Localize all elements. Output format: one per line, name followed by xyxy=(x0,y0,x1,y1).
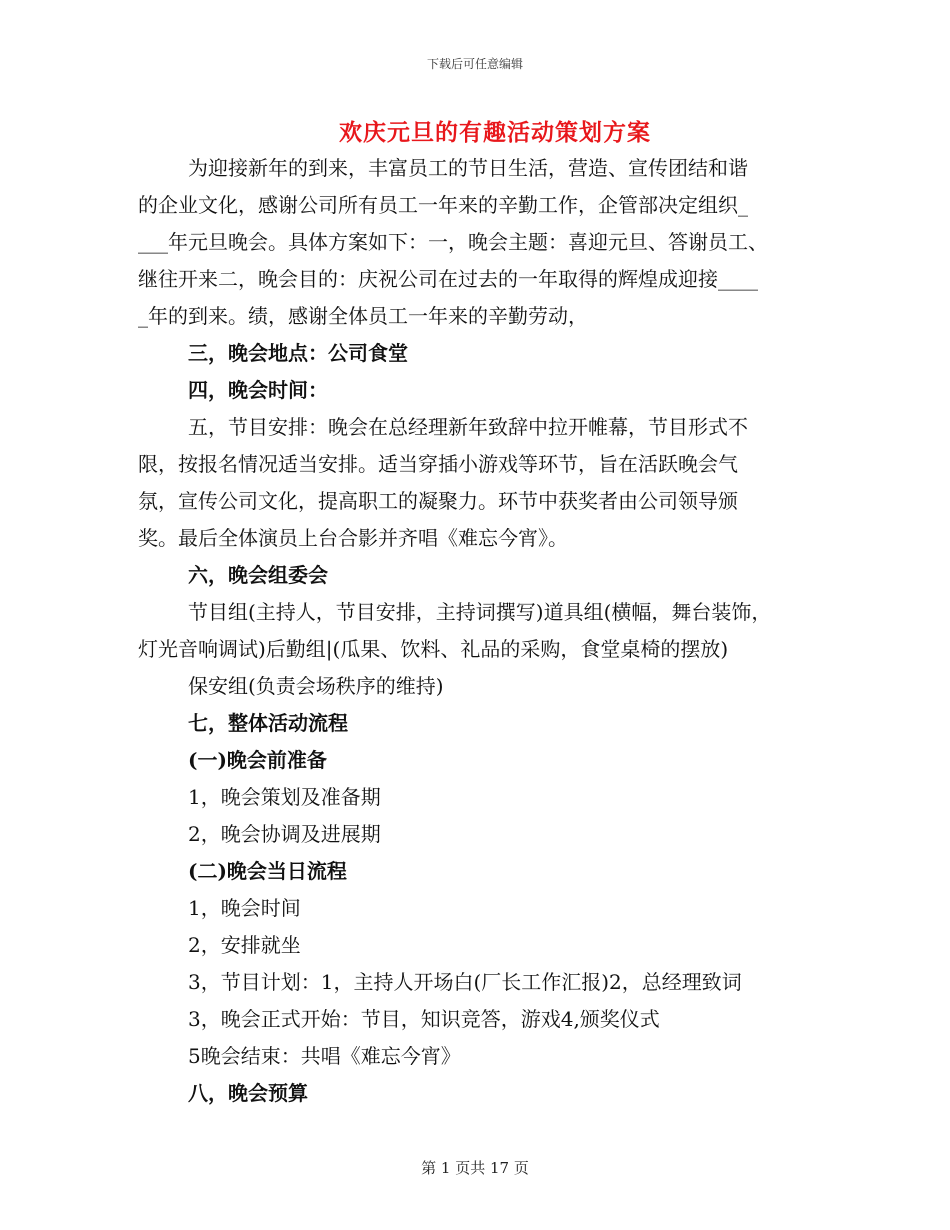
body-line: 灯光音响调试)后勤组|(瓜果、饮料、礼品的采购，食堂桌椅的摆放) xyxy=(138,637,729,661)
section-heading-flow: 七，整体活动流程 xyxy=(188,711,348,735)
list-item: 5晚会结束：共唱《难忘今宵》 xyxy=(188,1044,461,1068)
body-line: 五，节目安排：晚会在总经理新年致辞中拉开帷幕，节目形式不 xyxy=(188,415,748,439)
section-heading-venue: 三，晚会地点：公司食堂 xyxy=(188,341,408,365)
header-note: 下载后可任意编辑 xyxy=(426,57,523,71)
body-line: 的企业文化，感谢公司所有员工一年来的辛勤工作，企管部决定组织_ xyxy=(138,193,748,217)
list-item: 2，晚会协调及进展期 xyxy=(188,822,381,846)
list-item: 1，晚会策划及准备期 xyxy=(188,785,381,809)
body-line: _年的到来。绩，感谢全体员工一年来的辛勤劳动， xyxy=(138,304,588,328)
list-item: 3，晚会正式开始：节目，知识竞答，游戏4,颁奖仪式 xyxy=(188,1007,660,1031)
list-item: 2，安排就坐 xyxy=(188,933,301,957)
body-line: ___年元旦晚会。具体方案如下：一，晚会主题：喜迎元旦、答谢员工、 xyxy=(138,230,768,254)
document-title: 欢庆元旦的有趣活动策划方案 xyxy=(339,119,651,146)
section-heading-budget: 八，晚会预算 xyxy=(188,1081,308,1105)
section-heading-committee: 六，晚会组委会 xyxy=(188,563,328,587)
body-line: 节目组(主持人，节目安排，主持词撰写)道具组(横幅，舞台装饰， xyxy=(188,600,772,624)
body-line: 奖。最后全体演员上台合影并齐唱《难忘今宵》。 xyxy=(138,526,568,550)
body-line: 为迎接新年的到来，丰富员工的节日生活，营造、宣传团结和谐 xyxy=(188,156,748,180)
section-heading-time: 四，晚会时间： xyxy=(188,378,328,402)
list-item: 1，晚会时间 xyxy=(188,896,301,920)
subsection-heading-day-flow: (二)晚会当日流程 xyxy=(188,859,347,883)
body-line: 限，按报名情况适当安排。适当穿插小游戏等环节，旨在活跃晚会气 xyxy=(138,452,738,476)
page-number: 第 1 页共 17 页 xyxy=(421,1159,529,1177)
body-line: 继往开来二，晚会目的：庆祝公司在过去的一年取得的辉煌成迎接____ xyxy=(138,267,758,291)
document-body xyxy=(138,150,828,1112)
body-line: 保安组(负责会场秩序的维持) xyxy=(188,674,444,698)
list-item: 3，节目计划：1，主持人开场白(厂长工作汇报)2，总经理致词 xyxy=(188,970,742,994)
body-line: 氛，宣传公司文化，提高职工的凝聚力。环节中获奖者由公司领导颁 xyxy=(138,489,738,513)
subsection-heading-preparation: (一)晚会前准备 xyxy=(188,748,327,772)
